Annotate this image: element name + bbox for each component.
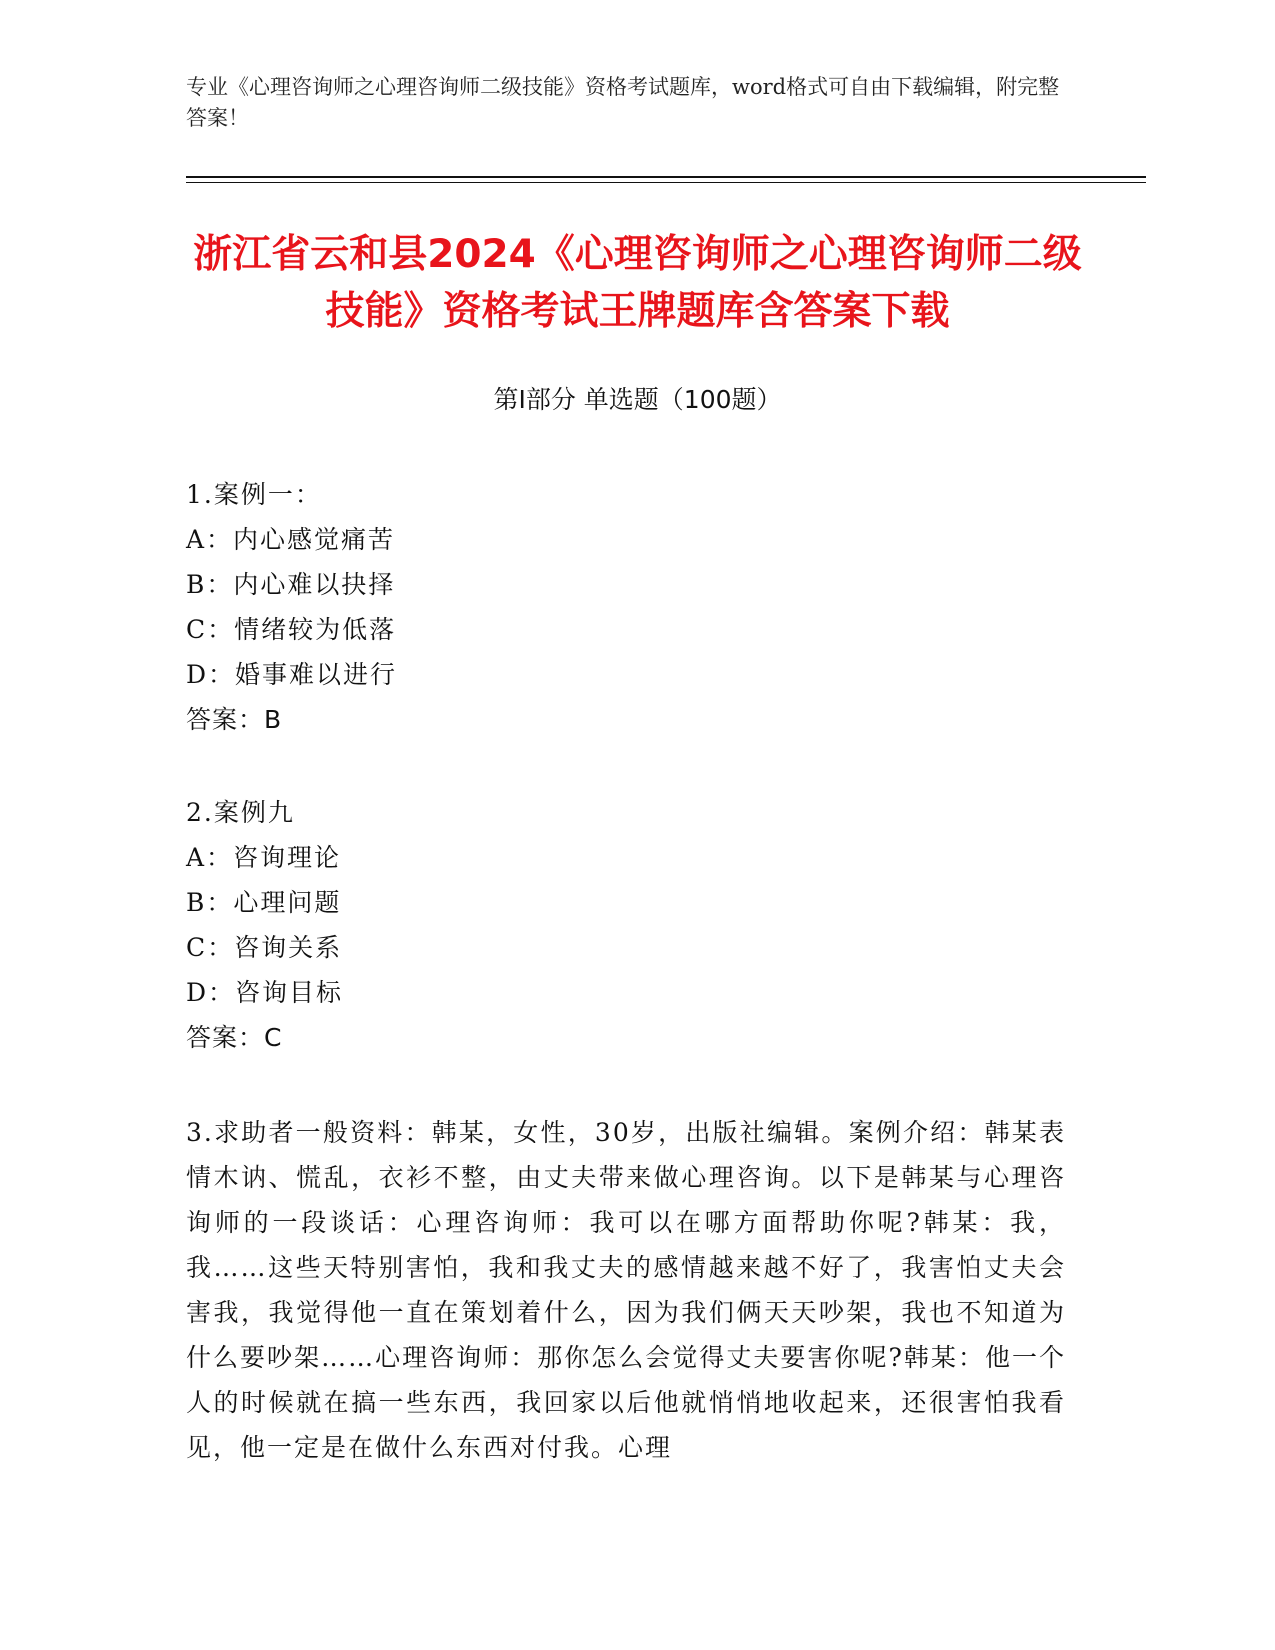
option-b: B：内心难以抉择 xyxy=(186,570,396,599)
option-a: A：内心感觉痛苦 xyxy=(186,525,396,554)
option-c: C：咨询关系 xyxy=(186,933,343,962)
question-3 xyxy=(186,1110,1086,1470)
option-a: A：咨询理论 xyxy=(186,843,342,872)
header-rule-thick xyxy=(186,176,1146,178)
header-rule-thin xyxy=(186,182,1146,183)
option-b: B：心理问题 xyxy=(186,888,342,917)
question-stem: 1.案例一： xyxy=(186,480,322,509)
question-2 xyxy=(186,790,1086,1060)
question-1 xyxy=(186,472,1086,742)
question-stem: 3.求助者一般资料：韩某，女性，30岁，出版社编辑。案例介绍：韩某表情木讷、慌乱，衣衫不整，由丈夫带来做心理咨询。以下是韩某与心理咨询师的一段谈话：心理咨询师：我可以在哪方面帮助你呢?韩某：我，我……这些天特别害怕，我和我丈夫的感情越来越不好了，我害怕丈夫会害我，我觉得他一直在策划着什么，因为我们俩天天吵架，我也不知道为什么要吵架……心理咨询师：那你怎么会觉得丈夫要害你呢?韩某：他一个人的时候就在搞一些东西，我回家以后他就悄悄地收起来，还很害怕我看见，他一定是在做什么东西对付我。心理 xyxy=(186,1118,1066,1462)
question-stem: 2.案例九 xyxy=(186,798,295,827)
option-d: D：婚事难以进行 xyxy=(186,660,398,689)
option-c: C：情绪较为低落 xyxy=(186,615,397,644)
header-note: 专业《心理咨询师之心理咨询师二级技能》资格考试题库，word格式可自由下载编辑，附完整答案！ xyxy=(186,75,1060,130)
document-title: 浙江省云和县2024《心理咨询师之心理咨询师二级技能》资格考试王牌题库含答案下载 xyxy=(193,232,1082,334)
answer-line: 答案：B xyxy=(186,705,283,734)
option-d: D：咨询目标 xyxy=(186,978,344,1007)
section-heading: 第Ⅰ部分 单选题（100题） xyxy=(493,385,782,414)
answer-line: 答案：C xyxy=(186,1023,283,1052)
